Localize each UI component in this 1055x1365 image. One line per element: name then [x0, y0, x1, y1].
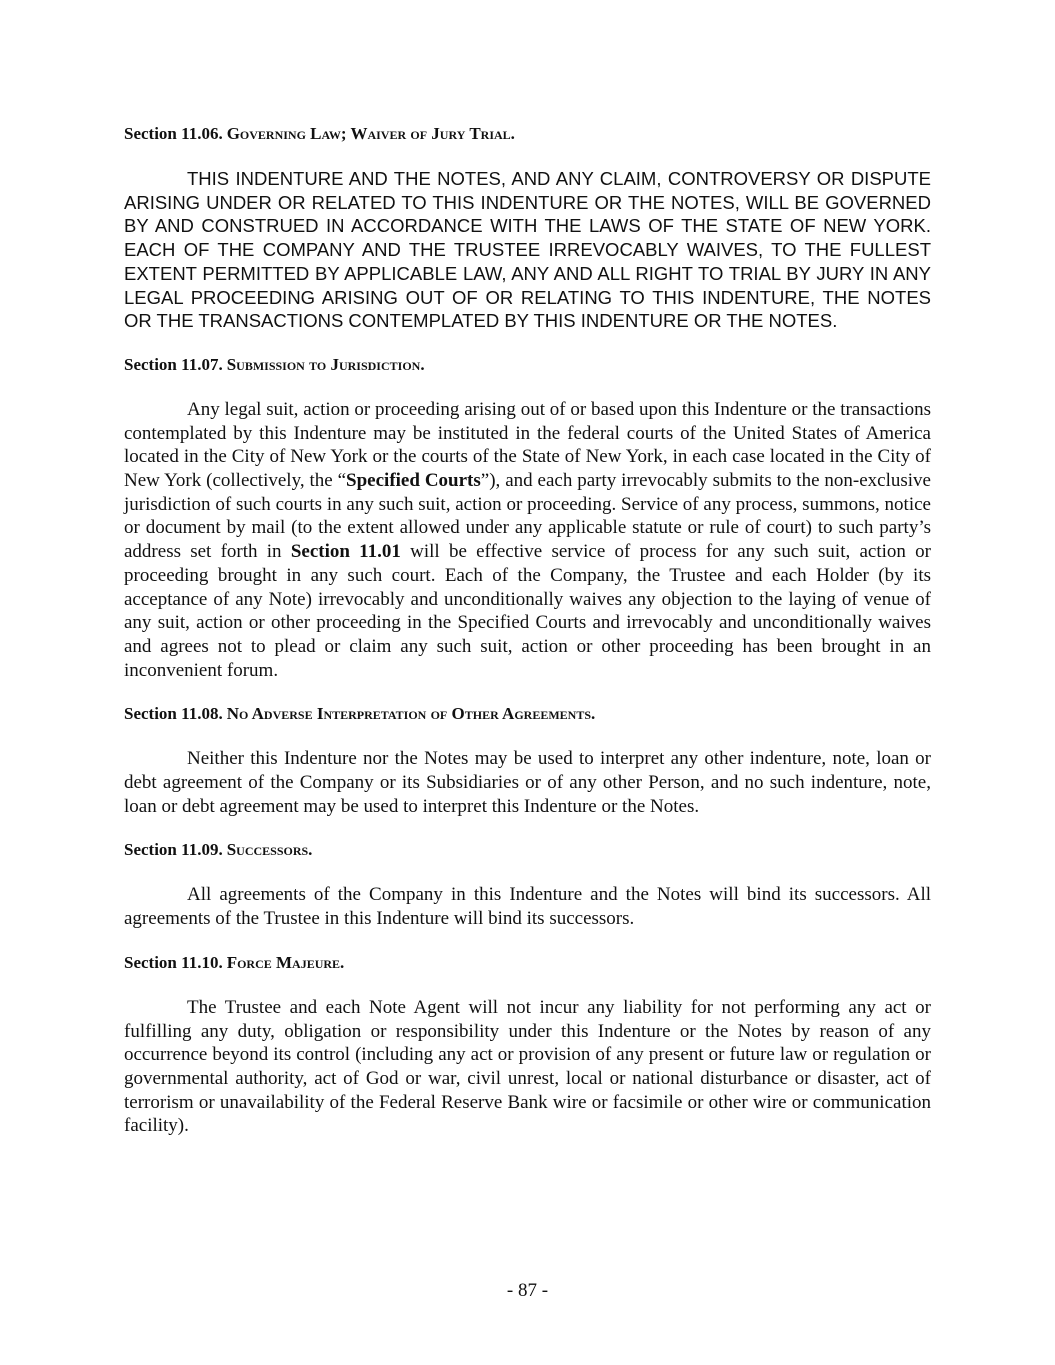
section-number: Section 11.06. [124, 124, 223, 143]
paragraph-text: Any legal suit, action or proceeding arising out of or based upon this Indenture or the transactions contemplated by this Indenture may be instituted in the federal courts of the United States of America located in the City of New York or the courts of the State of New York, in each case located in the City of New York (collectively, the “ [124, 398, 931, 492]
section-title: Successors. [226, 840, 313, 860]
section-paragraph: Neither this Indenture nor the Notes may be used to interpret any other indenture, note, loan or debt agreement of the Company or its Subsidiaries or of any other Person, and no such indenture, note, loan or debt agreement may be used to interpret this Indenture or the Notes. [124, 748, 931, 817]
section-heading [124, 702, 931, 726]
page-number: - 87 - [506, 1280, 549, 1301]
section-heading [124, 838, 931, 862]
section-paragraph: The Trustee and each Note Agent will not incur any liability for not performing any act or fulfilling any duty, obligation or responsibility under this Indenture or the Notes by reason of any occurrence beyond its control (including any act or provision of any present or future law or regulation or governmental authority, act of God or war, civil unrest, local or national disturbance or disaster, act of terrorism or unavailability of the Federal Reserve Bank wire or facsimile or other wire or communication facility). [124, 996, 931, 1137]
section-heading [124, 122, 931, 146]
section-reference: Section 11.01 [290, 541, 401, 563]
section-number: Section 11.09. [124, 840, 223, 860]
section-heading [124, 353, 931, 377]
paragraph-text: will be effective service of process for any such suit, action or proceeding brought in any such court. Each of the Company, the Trustee and each Holder (by its acceptance of any Note) irrevocably and unconditionally waives any objection to the laying of venue of any suit, action or other proceeding in the Specified Courts and irrevocably and unconditionally waives and agrees not to plead or claim any such suit, action or other proceeding has been brought in an inconvenient forum. [124, 541, 931, 681]
paragraph-text: ”), and each party irrevocably submits to the non-exclusive jurisdiction of such courts in any such suit, action or proceeding. Service of any process, summons, notice or document by mail (to the extent allowed under any applicable statute or rule of court) to such party’s address set forth in [124, 470, 931, 563]
section-title: Governing Law; Waiver of Jury Trial. [226, 124, 515, 143]
section-title: No Adverse Interpretation of Other Agreements. [226, 704, 596, 724]
section-paragraph: THIS INDENTURE AND THE NOTES, AND ANY CLAIM, CONTROVERSY OR DISPUTE ARISING UNDER OR RELATED TO THIS INDENTURE OR THE NOTES, WILL BE GOVERNED BY AND CONSTRUED IN ACCORDANCE WITH THE LAWS OF THE STATE OF NEW YORK. EACH OF THE COMPANY AND THE TRUSTEE IRREVOCABLY WAIVES, TO THE FULLEST EXTENT PERMITTED BY APPLICABLE LAW, ANY AND ALL RIGHT TO TRIAL BY JURY IN ANY LEGAL PROCEEDING ARISING OUT OF OR RELATING TO THIS INDENTURE, THE NOTES OR THE TRANSACTIONS CONTEMPLATED BY THIS INDENTURE OR THE NOTES. [124, 168, 931, 332]
section-paragraph [124, 398, 931, 682]
section-number: Section 11.07. [124, 354, 223, 374]
section-number: Section 11.10. [124, 952, 223, 972]
document-page [124, 122, 931, 1158]
section-heading [124, 951, 931, 975]
section-number: Section 11.08. [124, 704, 223, 724]
defined-term: Specified Courts [346, 470, 481, 492]
section-title: Submission to Jurisdiction. [226, 354, 425, 374]
section-title: Force Majeure. [226, 952, 345, 972]
section-paragraph: All agreements of the Company in this Indenture and the Notes will bind its successors. All agreements of the Trustee in this Indenture will bind its successors. [124, 884, 931, 930]
